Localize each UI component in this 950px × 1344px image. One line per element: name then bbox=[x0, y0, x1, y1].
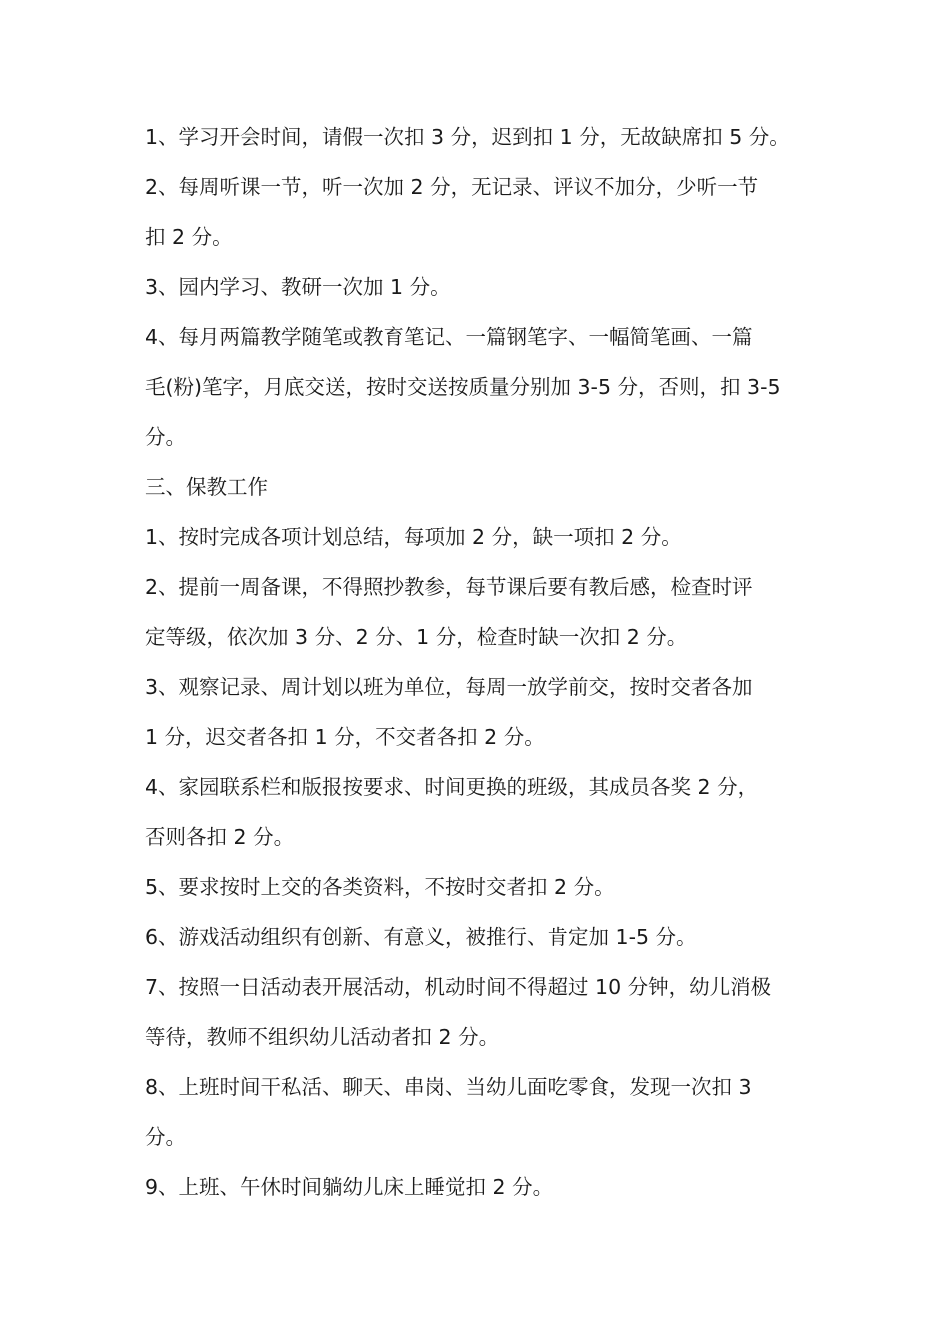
text-line: 毛(粉)笔字，月底交送，按时交送按质量分别加 3-5 分，否则，扣 3-5 bbox=[145, 375, 781, 399]
text-line: 等待，教师不组织幼儿活动者扣 2 分。 bbox=[145, 1025, 500, 1049]
text-line: 9、上班、午休时间躺幼儿床上睡觉扣 2 分。 bbox=[145, 1175, 554, 1199]
text-line: 2、每周听课一节，听一次加 2 分，无记录、评议不加分，少听一节 bbox=[145, 175, 759, 199]
text-line: 1 分，迟交者各扣 1 分，不交者各扣 2 分。 bbox=[145, 725, 545, 749]
text-line: 1、学习开会时间，请假一次扣 3 分，迟到扣 1 分，无故缺席扣 5 分。 bbox=[145, 125, 790, 149]
text-line: 4、家园联系栏和版报按要求、时间更换的班级，其成员各奖 2 分， bbox=[145, 775, 759, 799]
text-line: 4、每月两篇教学随笔或教育笔记、一篇钢笔字、一幅简笔画、一篇 bbox=[145, 325, 753, 349]
text-line: 分。 bbox=[145, 1125, 186, 1149]
text-line: 3、园内学习、教研一次加 1 分。 bbox=[145, 275, 451, 299]
text-line: 7、按照一日活动表开展活动，机动时间不得超过 10 分钟，幼儿消极 bbox=[145, 975, 772, 999]
text-line: 扣 2 分。 bbox=[145, 225, 233, 249]
text-line: 分。 bbox=[145, 425, 186, 449]
text-line: 否则各扣 2 分。 bbox=[145, 825, 295, 849]
text-line: 5、要求按时上交的各类资料，不按时交者扣 2 分。 bbox=[145, 875, 615, 899]
text-line: 8、上班时间干私活、聊天、串岗、当幼儿面吃零食，发现一次扣 3 bbox=[145, 1075, 752, 1099]
text-line: 3、观察记录、周计划以班为单位，每周一放学前交，按时交者各加 bbox=[145, 675, 753, 699]
section-heading: 三、保教工作 bbox=[145, 475, 268, 499]
text-line: 1、按时完成各项计划总结，每项加 2 分，缺一项扣 2 分。 bbox=[145, 525, 682, 549]
text-line: 2、提前一周备课，不得照抄教参，每节课后要有教后感，检查时评 bbox=[145, 575, 753, 599]
text-line: 6、游戏活动组织有创新、有意义，被推行、肯定加 1-5 分。 bbox=[145, 925, 697, 949]
text-line: 定等级，依次加 3 分、2 分、1 分，检查时缺一次扣 2 分。 bbox=[145, 625, 688, 649]
document-body bbox=[145, 112, 810, 1212]
